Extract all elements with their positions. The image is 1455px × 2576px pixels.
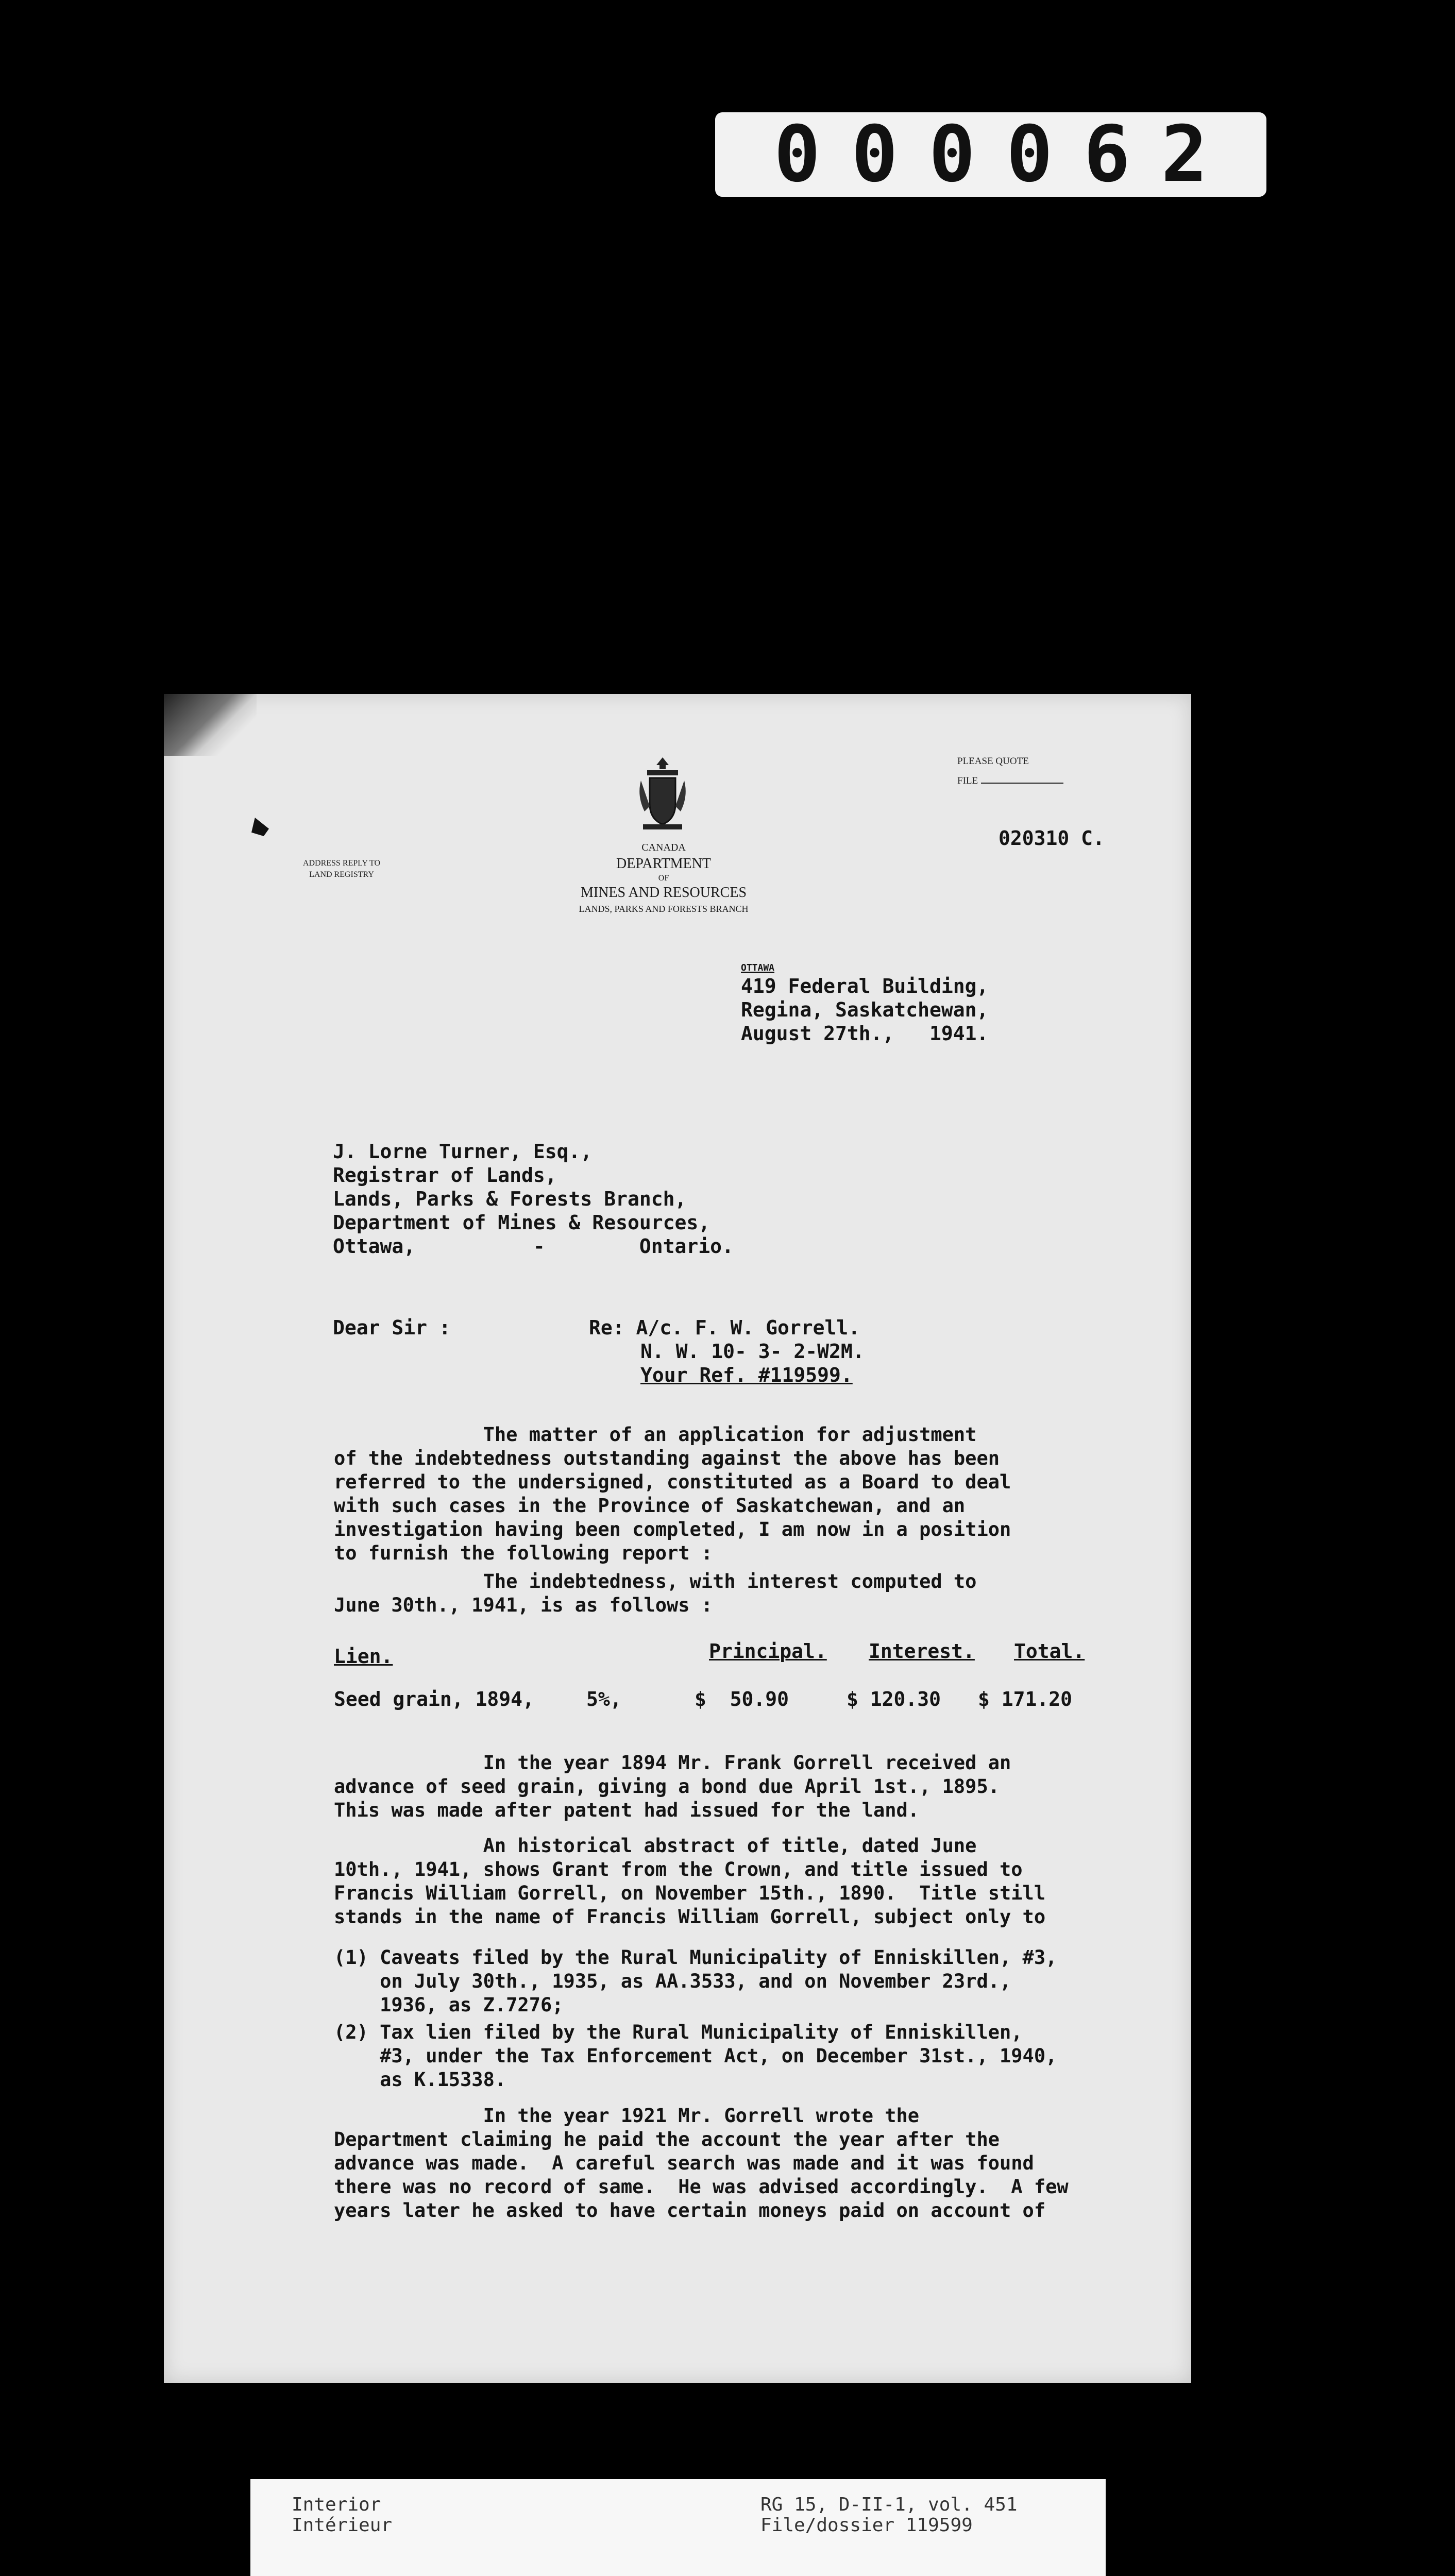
file-label: FILE — [957, 775, 978, 786]
recipient-line-3: Lands, Parks & Forests Branch, — [333, 1188, 687, 1210]
file-number: 020310 C. — [999, 827, 1105, 850]
re-block — [589, 1316, 865, 1387]
recipient-block — [333, 1140, 734, 1258]
punch-mark — [251, 818, 269, 836]
reference-label — [250, 2479, 1106, 2576]
salutation: Dear Sir : — [333, 1316, 451, 1339]
table-row-label: Seed grain, 1894, — [334, 1688, 534, 1710]
file-field — [957, 771, 1063, 791]
re-line-2: N. W. 10- 3- 2-W2M. — [640, 1340, 865, 1363]
sender-line-2: Regina, Saskatchewan, — [741, 998, 989, 1021]
table-header-interest: Interest. — [869, 1640, 975, 1663]
please-quote-block — [957, 752, 1063, 791]
paragraph-2: The indebtedness, with interest computed to June 30th., 1941, is as follows : — [334, 1570, 977, 1616]
table-header-lien: Lien. — [334, 1645, 393, 1668]
letterhead-ministry: MINES AND RESOURCES — [580, 885, 747, 901]
folded-corner — [164, 694, 257, 756]
letter-page — [164, 694, 1191, 2383]
paragraph-5: In the year 1921 Mr. Gorrell wrote the Department claiming he paid the account the year after the advance was made. A careful search was made and it was found there was no record of same. He was advised accordingly. A few years later he asked to have certain moneys paid on account of — [334, 2105, 1069, 2222]
encumbrance-item-2: (2) Tax lien filed by the Rural Municipality of Enniskillen, #3, under the Tax Enforcement Act, on December 31st., 1940, as K.15338. — [334, 2021, 1057, 2091]
sender-date: August 27th., 1941. — [741, 1022, 989, 1045]
paragraph-3: In the year 1894 Mr. Frank Gorrell received an advance of seed grain, giving a bond due April 1st., 1895. This was made after patent had issued for the land. — [334, 1752, 1011, 1821]
encumbrance-item-1: (1) Caveats filed by the Rural Municipality of Enniskillen, #3, on July 30th., 1935, as AA.3533, and on November 23rd., 1936, as Z.7276; — [334, 1946, 1057, 2016]
letterhead-block — [483, 840, 844, 916]
paragraph-4: An historical abstract of title, dated June 10th., 1941, shows Grant from the Crown, and title issued to Francis William Gorrell, on November 15th., 1890. Title still stands in the name of Francis William Gorrell, subject only to — [334, 1835, 1046, 1928]
reference-department: Interior Intérieur — [292, 2494, 393, 2536]
table-row-rate: 5%, — [586, 1688, 622, 1710]
sender-ottawa: OTTAWA — [741, 962, 775, 973]
please-quote-label: PLEASE QUOTE — [957, 756, 1029, 767]
sender-line-1: 419 Federal Building, — [741, 975, 989, 997]
table-header-principal: Principal. — [709, 1640, 827, 1663]
recipient-line-1: J. Lorne Turner, Esq., — [333, 1140, 593, 1163]
table-row-interest: $ 120.30 — [847, 1688, 941, 1710]
coat-of-arms-icon — [632, 755, 693, 832]
address-reply-label: ADDRESS REPLY TO LAND REGISTRY — [302, 859, 381, 879]
paragraph-1: The matter of an application for adjustment of the indebtedness outstanding against the above has been referred to the undersigned, constituted as a Board to deal with such cases in the Province of Saskatchewan, and an investigation having been completed, I am now in a position to furnish the following report : — [334, 1423, 1011, 1564]
recipient-line-5: Ottawa, - Ontario. — [333, 1235, 734, 1258]
frame-number: 000062 — [715, 112, 1266, 197]
recipient-line-4: Department of Mines & Resources, — [333, 1211, 710, 1234]
letterhead-branch: LANDS, PARKS AND FORESTS BRANCH — [579, 904, 749, 914]
recipient-line-2: Registrar of Lands, — [333, 1164, 557, 1187]
table-row-principal: $ 50.90 — [695, 1688, 789, 1710]
letterhead-country: CANADA — [641, 842, 686, 853]
table-header-total: Total. — [1014, 1640, 1085, 1663]
re-line-1: Re: A/c. F. W. Gorrell. — [589, 1316, 860, 1339]
table-row-total: $ 171.20 — [978, 1688, 1073, 1710]
re-line-3: Your Ref. #119599. — [640, 1364, 853, 1386]
sender-block — [741, 962, 988, 1045]
letterhead-of: OF — [658, 874, 669, 883]
letterhead-department: DEPARTMENT — [616, 856, 711, 872]
reference-archive-number: RG 15, D-II-1, vol. 451 File/dossier 119599 — [760, 2494, 1018, 2536]
